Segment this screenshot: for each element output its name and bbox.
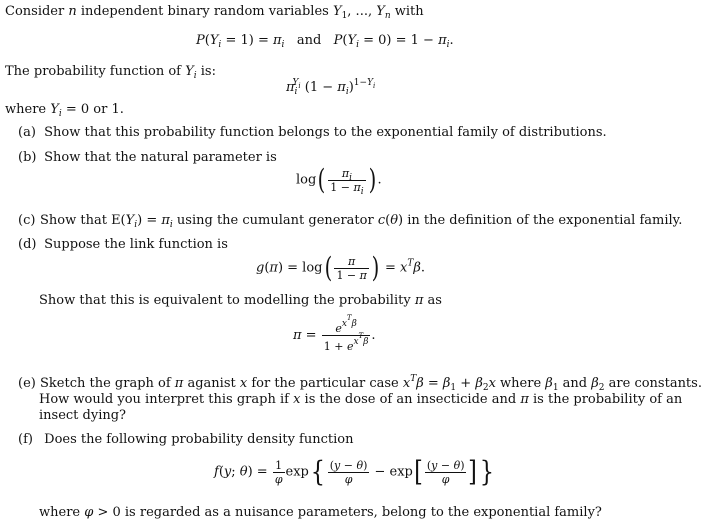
part-e-line1: (e) Sketch the graph of π aganist x for the particular case $x^T\beta = \beta_1 + \beta_2x$ where $\beta_1$ and $\beta_2$ are constants. [18, 374, 702, 393]
part-f-label: (f) [18, 432, 33, 447]
part-e-line3: insect dying? [39, 408, 127, 423]
part-b-text: Show that the natural parameter is [44, 150, 277, 165]
part-e-line2: How would you interpret this graph if x is the dose of an insecticide and π is the probability of an [39, 392, 683, 407]
part-e-label: (e) [18, 376, 36, 391]
part-b-label: (b) [18, 150, 37, 165]
part-c: (c) Show that $E(Y_i) = \pi_i$ using the cumulant generator c(θ) in the definition of the exponential family. [18, 213, 683, 230]
prob-function-text: The probability function of $Y_i$ is: [5, 64, 216, 81]
link-function-equation: g(π) = log( $\frac{\pi}{1 - \pi}$ ) = $x^T\beta$. [256, 251, 426, 284]
part-f-where: where φ > 0 is regarded as a nuisance parameters, belong to the exponential family? [39, 505, 602, 520]
density-equation: f(y; θ) = $\frac{1}{\varphi}$ exp{ $\frac{(y - \theta)}{\varphi}$ − exp[ $\frac{(y - \theta)}{\varphi}$ ] } [214, 455, 495, 488]
part-f [18, 432, 353, 448]
prob-function-equation: $\pi_i^{Y_i}$ $(1 - \pi_i)^{1-Y_i}$ [286, 78, 376, 97]
where-text: where $Y_i = 0$ or 1. [5, 102, 124, 119]
part-a-text: Show that this probability function belongs to the exponential family of distributions. [44, 125, 607, 140]
part-b [18, 150, 277, 166]
probability-model-equation: π = $\frac{e^{x^T\beta}}{1 + e^{x^T\beta}}$ . [293, 314, 376, 353]
part-d-label: (d) [18, 237, 37, 252]
part-d [18, 237, 228, 253]
part-d-text2: Show that this is equivalent to modelling the probability π as [39, 293, 442, 308]
part-f-text: Does the following probability density function [44, 432, 354, 447]
natural-parameter-equation: log( $\frac{\pi_i}{1 - \pi_i}$ ) . [296, 163, 382, 197]
intro-text: Consider n independent binary random variables $Y_1$, ..., $Y_n$ with [5, 4, 424, 21]
prob-equation: $P(Y_i = 1) = \pi_i$ and $P(Y_i = 0) = 1 - \pi_i$. [196, 33, 454, 50]
part-a [18, 125, 607, 141]
part-d-text: Suppose the link function is [44, 237, 228, 252]
part-a-label: (a) [18, 125, 36, 140]
part-c-label: (c) [18, 213, 36, 228]
